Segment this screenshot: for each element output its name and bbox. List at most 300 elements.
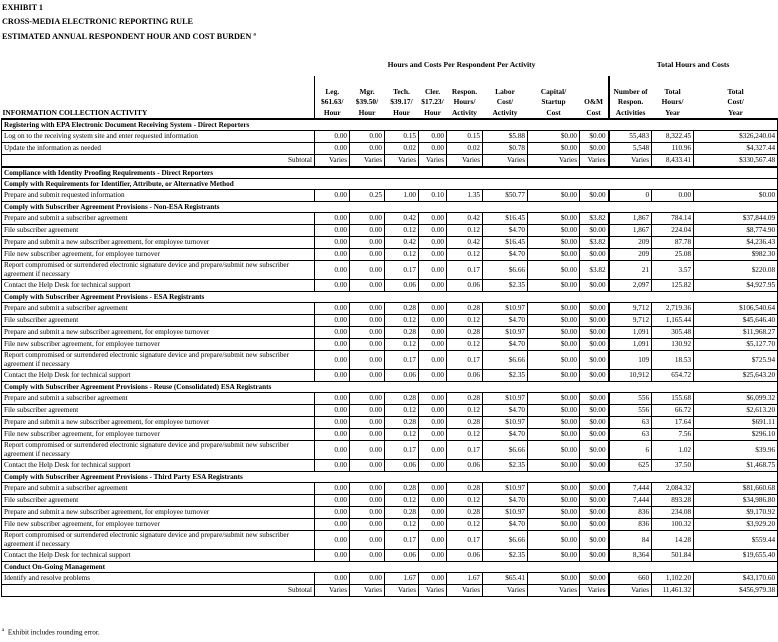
table-cell: 0.17 (385, 531, 419, 550)
table-row (2, 261, 778, 280)
table-cell: 0.12 (385, 225, 419, 237)
activity-label: File new subscriber agreement, for employee turnover (2, 249, 315, 261)
table-cell: 0.00 (315, 351, 350, 370)
table-cell: 0.00 (419, 441, 447, 460)
activity-label: Prepare and submit a new subscriber agreement, for employee turnover (2, 507, 315, 519)
table-cell: 0.00 (419, 143, 447, 155)
mgr-column-header: Mgr. $39.50/ Hour (350, 76, 385, 119)
table-cell: 0.06 (447, 370, 483, 382)
cler-column-header: Cler. $17.23/ Hour (419, 76, 447, 119)
table-row (2, 339, 778, 351)
table-cell: $0.00 (580, 303, 609, 315)
table-cell: 0.15 (385, 131, 419, 143)
table-cell: 0.00 (350, 519, 385, 531)
table-cell: 0.00 (419, 315, 447, 327)
table-cell: 0.00 (315, 370, 350, 382)
table-cell: $10.97 (483, 393, 528, 405)
table-cell: $25,643.20 (694, 370, 778, 382)
table-cell: $16.45 (483, 213, 528, 225)
table-row (2, 237, 778, 249)
table-cell: 1,102.20 (652, 573, 694, 585)
subsection-header-row (2, 472, 778, 483)
table-row (2, 441, 778, 460)
table-cell: 0.00 (315, 249, 350, 261)
table-cell: 66.72 (652, 405, 694, 417)
table-cell: Varies (580, 585, 609, 597)
table-cell: 25.08 (652, 249, 694, 261)
table-cell: 0.17 (385, 261, 419, 280)
table-row (2, 393, 778, 405)
table-cell: $0.00 (580, 573, 609, 585)
table-cell: 0.00 (315, 190, 350, 202)
table-cell: Varies (315, 585, 350, 597)
table-cell: $0.00 (528, 143, 580, 155)
table-cell: $691.11 (694, 417, 778, 429)
table-cell: $3.82 (580, 237, 609, 249)
table-cell: 0.00 (419, 280, 447, 292)
table-cell: Varies (528, 155, 580, 168)
burden-table (1, 54, 778, 597)
table-cell: 0.12 (447, 519, 483, 531)
table-cell: 0.28 (385, 417, 419, 429)
table-cell: Varies (419, 155, 447, 168)
section-label: Comply with Subscriber Agreement Provisions - Reuse (Consolidated) ESA Registrants (2, 382, 778, 393)
table-cell: $0.00 (580, 190, 609, 202)
section-label: Comply with Subscriber Agreement Provisions - Non-ESA Registrants (2, 202, 778, 213)
table-cell: 0.12 (385, 315, 419, 327)
table-cell: Varies (483, 585, 528, 597)
activity-label: Prepare and submit a subscriber agreement (2, 483, 315, 495)
table-cell: $0.00 (580, 225, 609, 237)
table-cell: $2,613.20 (694, 405, 778, 417)
table-row (2, 303, 778, 315)
table-cell: $0.00 (528, 483, 580, 495)
table-cell: 0.00 (350, 417, 385, 429)
table-cell: Varies (350, 585, 385, 597)
footnote-mark: a (2, 628, 5, 633)
table-cell: $0.00 (580, 483, 609, 495)
table-cell: 0.10 (419, 190, 447, 202)
table-cell: 0.00 (315, 303, 350, 315)
table-cell: 0.00 (419, 483, 447, 495)
table-cell: 0.12 (447, 405, 483, 417)
table-cell: 0.00 (350, 131, 385, 143)
table-cell: 0.00 (419, 249, 447, 261)
table-cell: 556 (609, 405, 652, 417)
table-cell: 0.28 (447, 483, 483, 495)
table-cell: $0.00 (580, 417, 609, 429)
table-cell: 3.57 (652, 261, 694, 280)
table-cell: $9,170.92 (694, 507, 778, 519)
table-cell: 0.12 (447, 429, 483, 441)
table-cell: Varies (609, 585, 652, 597)
table-cell: $0.00 (528, 249, 580, 261)
table-cell: 0.12 (447, 339, 483, 351)
table-cell: 0.00 (315, 507, 350, 519)
table-cell: 0.12 (447, 495, 483, 507)
section-header-row (2, 119, 778, 131)
table-cell: 0.00 (419, 519, 447, 531)
table-cell: $5.88 (483, 131, 528, 143)
table-cell: $0.00 (528, 237, 580, 249)
table-cell: 0.00 (350, 339, 385, 351)
table-cell: 0.00 (419, 460, 447, 472)
table-cell: 0.00 (315, 417, 350, 429)
table-cell: 0.00 (350, 249, 385, 261)
section-header-row (2, 167, 778, 179)
table-cell: 654.72 (652, 370, 694, 382)
table-cell: 7,444 (609, 495, 652, 507)
activity-label: Update the information as needed (2, 143, 315, 155)
table-cell: 1,091 (609, 339, 652, 351)
table-cell: 0.00 (315, 213, 350, 225)
table-row (2, 280, 778, 292)
table-cell: 2,097 (609, 280, 652, 292)
table-cell: 893.28 (652, 495, 694, 507)
table-cell: $6.66 (483, 441, 528, 460)
table-cell: $0.00 (528, 531, 580, 550)
table-cell: 501.84 (652, 550, 694, 562)
table-cell: $0.00 (528, 303, 580, 315)
table-cell: 0.28 (447, 393, 483, 405)
table-cell: 1.02 (652, 441, 694, 460)
table-cell: 21 (609, 261, 652, 280)
table-cell: Varies (385, 585, 419, 597)
activity-label: Contact the Help Desk for technical support (2, 460, 315, 472)
table-cell: Varies (350, 155, 385, 168)
table-cell: 0.28 (385, 393, 419, 405)
activity-label: File subscriber agreement (2, 405, 315, 417)
table-cell: 0.00 (350, 393, 385, 405)
subsection-header-row (2, 202, 778, 213)
table-cell: $0.00 (528, 507, 580, 519)
table-cell: $4.70 (483, 495, 528, 507)
table-cell: 0.00 (350, 429, 385, 441)
table-cell: 0.00 (350, 550, 385, 562)
table-cell: 0.00 (350, 280, 385, 292)
table-cell: $982.30 (694, 249, 778, 261)
table-cell: 2,719.36 (652, 303, 694, 315)
activity-label: Subtotal (2, 155, 315, 168)
table-cell: Varies (528, 585, 580, 597)
exhibit-label: EXHIBIT 1 (2, 3, 44, 12)
table-cell: 0.12 (385, 519, 419, 531)
table-cell: 0.00 (350, 213, 385, 225)
table-cell: $0.00 (528, 441, 580, 460)
section-label: Compliance with Identity Proofing Requirements - Direct Reporters (2, 167, 778, 179)
table-cell: 0.00 (315, 327, 350, 339)
table-cell: 0.00 (350, 303, 385, 315)
table-cell: 6 (609, 441, 652, 460)
total-hours-column-header: Total Hours/ Year (652, 76, 694, 119)
table-cell: 14.28 (652, 531, 694, 550)
table-cell: 0.00 (350, 370, 385, 382)
totals-group-header: Total Hours and Costs (656, 59, 730, 69)
table-cell: 84 (609, 531, 652, 550)
table-cell: $0.78 (483, 143, 528, 155)
table-cell: 836 (609, 507, 652, 519)
table-cell: 556 (609, 393, 652, 405)
table-cell: 0.00 (315, 225, 350, 237)
table-cell: 0.42 (385, 237, 419, 249)
table-cell: 0.28 (385, 327, 419, 339)
table-cell: 0.00 (652, 190, 694, 202)
table-cell: $81,660.68 (694, 483, 778, 495)
table-cell: 9,712 (609, 303, 652, 315)
table-cell: $0.00 (580, 249, 609, 261)
table-cell: 0.00 (419, 303, 447, 315)
table-row (2, 507, 778, 519)
table-cell: $0.00 (528, 225, 580, 237)
table-cell: 0.00 (419, 370, 447, 382)
footnote (2, 628, 100, 636)
table-cell: $0.00 (528, 405, 580, 417)
activity-label: Prepare and submit a new subscriber agreement, for employee turnover (2, 237, 315, 249)
table-row (2, 573, 778, 585)
table-cell: 0.00 (315, 143, 350, 155)
table-cell: 0.12 (447, 315, 483, 327)
tech-column-header: Tech. $39.17/ Hour (385, 76, 419, 119)
table-cell: $6.66 (483, 531, 528, 550)
table-cell: 0.42 (447, 237, 483, 249)
table-cell: 0.00 (315, 131, 350, 143)
table-cell: 0.00 (315, 339, 350, 351)
table-cell: $725.94 (694, 351, 778, 370)
table-cell: $16.45 (483, 237, 528, 249)
table-row (2, 550, 778, 562)
table-cell: $3.82 (580, 261, 609, 280)
table-cell: 0.00 (315, 519, 350, 531)
table-cell: $4.70 (483, 429, 528, 441)
activity-label: Contact the Help Desk for technical support (2, 550, 315, 562)
table-cell: 0.28 (447, 303, 483, 315)
activity-label: Contact the Help Desk for technical support (2, 280, 315, 292)
table-cell: 9,712 (609, 315, 652, 327)
table-cell: $106,540.64 (694, 303, 778, 315)
table-cell: 109 (609, 351, 652, 370)
subsection-header-row (2, 179, 778, 190)
table-row (2, 370, 778, 382)
table-cell: $0.00 (580, 550, 609, 562)
activity-label: File subscriber agreement (2, 225, 315, 237)
table-cell: 0.00 (419, 225, 447, 237)
table-cell: 11,461.32 (652, 585, 694, 597)
table-cell: $34,986.80 (694, 495, 778, 507)
table-cell: 0.00 (419, 393, 447, 405)
total-cost-column-header: Total Cost/ Year (694, 76, 778, 119)
table-cell: 1.35 (447, 190, 483, 202)
table-cell: 0.00 (419, 405, 447, 417)
group-header-row (2, 54, 778, 76)
subsection-header-row (2, 382, 778, 393)
table-cell: $8,774.90 (694, 225, 778, 237)
section-label: Registering with EPA Electronic Document Receiving System - Direct Reporters (2, 119, 778, 131)
table-cell: 0.42 (385, 213, 419, 225)
table-cell: 0.17 (447, 531, 483, 550)
table-cell: 0.42 (447, 213, 483, 225)
table-cell: 0.28 (447, 327, 483, 339)
table-cell: 0.12 (385, 249, 419, 261)
activity-label: Report compromised or surrendered electronic signature device and prepare/submit new subscriber agreement if necessary (2, 441, 315, 460)
table-cell: 0.00 (419, 417, 447, 429)
table-cell: $0.00 (528, 550, 580, 562)
table-cell: 0.00 (350, 225, 385, 237)
activity-label: Prepare and submit a subscriber agreement (2, 213, 315, 225)
activity-label: File new subscriber agreement, for employee turnover (2, 429, 315, 441)
table-cell: 0.00 (315, 393, 350, 405)
activity-label: Prepare and submit a subscriber agreement (2, 393, 315, 405)
table-cell: 0.00 (419, 261, 447, 280)
table-cell: 0.17 (385, 441, 419, 460)
activity-label: File new subscriber agreement, for employee turnover (2, 519, 315, 531)
table-cell: Varies (385, 155, 419, 168)
table-row (2, 417, 778, 429)
table-cell: 0.00 (419, 507, 447, 519)
table-cell: $3,929.20 (694, 519, 778, 531)
table-cell: 0.00 (350, 441, 385, 460)
table-cell: $37,844.09 (694, 213, 778, 225)
table-cell: 1.67 (447, 573, 483, 585)
table-cell: 0.00 (419, 573, 447, 585)
table-cell: Varies (447, 155, 483, 168)
table-cell: 0.00 (350, 143, 385, 155)
table-row (2, 131, 778, 143)
number-column-header: Number of Respon. Activities (609, 76, 652, 119)
table-cell: $0.00 (580, 495, 609, 507)
table-cell: $11,968.27 (694, 327, 778, 339)
activity-label: Prepare and submit a subscriber agreement (2, 303, 315, 315)
table-cell: 0.00 (350, 495, 385, 507)
table-cell: $4.70 (483, 225, 528, 237)
table-cell: $4.70 (483, 405, 528, 417)
table-cell: $0.00 (528, 370, 580, 382)
table-row (2, 249, 778, 261)
table-row (2, 351, 778, 370)
table-cell: 0.00 (315, 261, 350, 280)
table-cell: $0.00 (580, 405, 609, 417)
table-row (2, 531, 778, 550)
rule-title: CROSS-MEDIA ELECTRONIC REPORTING RULE (2, 17, 194, 26)
table-cell: Varies (609, 155, 652, 168)
table-row (2, 213, 778, 225)
activity-label: File subscriber agreement (2, 495, 315, 507)
activity-column-header: INFORMATION COLLECTION ACTIVITY (2, 76, 315, 119)
table-cell: 8,364 (609, 550, 652, 562)
table-cell: 0.17 (447, 351, 483, 370)
table-cell: $2.35 (483, 280, 528, 292)
table-row (2, 460, 778, 472)
table-cell: 0.00 (419, 327, 447, 339)
table-cell: 5,548 (609, 143, 652, 155)
table-cell: 0.00 (315, 460, 350, 472)
table-cell: 0.00 (419, 213, 447, 225)
table-cell: 305.48 (652, 327, 694, 339)
activity-label: Report compromised or surrendered electronic signature device and prepare/submit new subscriber agreement if necessary (2, 261, 315, 280)
table-cell: 0.00 (419, 351, 447, 370)
table-cell: $456,979.38 (694, 585, 778, 597)
table-cell: 0.00 (315, 483, 350, 495)
table-cell: 0.00 (350, 405, 385, 417)
respon-column-header: Respon. Hours/ Activity (447, 76, 483, 119)
table-cell: $4,236.43 (694, 237, 778, 249)
subsection-header-row (2, 292, 778, 303)
table-cell: $0.00 (528, 429, 580, 441)
table-cell: 0.00 (350, 507, 385, 519)
table-cell: 0.00 (350, 483, 385, 495)
table-cell: 0.00 (350, 573, 385, 585)
table-cell: $0.00 (528, 131, 580, 143)
table-cell: 0.00 (419, 550, 447, 562)
table-cell: 0.00 (315, 237, 350, 249)
table-cell: 87.78 (652, 237, 694, 249)
labor-column-header: Labor Cost/ Activity (483, 76, 528, 119)
table-cell: 0.00 (315, 531, 350, 550)
table-cell: 1,165.44 (652, 315, 694, 327)
table-cell: $2.35 (483, 550, 528, 562)
table-cell: $5,127.70 (694, 339, 778, 351)
table-cell: $4.70 (483, 315, 528, 327)
table-cell: 0.00 (419, 531, 447, 550)
capital-column-header: Capital/ Startup Cost (528, 76, 580, 119)
table-cell: $0.00 (580, 131, 609, 143)
table-cell: $4,327.44 (694, 143, 778, 155)
activity-label: Prepare and submit a new subscriber agreement, for employee turnover (2, 327, 315, 339)
subtotal-row (2, 155, 778, 168)
table-cell: $0.00 (580, 531, 609, 550)
activity-label: Subtotal (2, 585, 315, 597)
table-cell: $0.00 (580, 143, 609, 155)
subsection-header-row (2, 562, 778, 573)
activity-label: Prepare and submit a new subscriber agreement, for employee turnover (2, 417, 315, 429)
table-cell: 0.12 (385, 339, 419, 351)
table-cell: 0.06 (447, 280, 483, 292)
table-cell: 63 (609, 429, 652, 441)
table-cell: $50.77 (483, 190, 528, 202)
table-cell: $10.97 (483, 327, 528, 339)
table-row (2, 495, 778, 507)
table-cell: $0.00 (580, 507, 609, 519)
table-cell: $296.10 (694, 429, 778, 441)
table-cell: $0.00 (580, 429, 609, 441)
activity-label: Identify and resolve problems (2, 573, 315, 585)
table-cell: $0.00 (528, 315, 580, 327)
table-cell: $10.97 (483, 507, 528, 519)
table-title (2, 32, 256, 41)
table-cell: 17.64 (652, 417, 694, 429)
table-cell: 0.06 (385, 550, 419, 562)
table-row (2, 225, 778, 237)
table-cell: 0.28 (385, 483, 419, 495)
section-label: Comply with Requirements for Identifier, Attribute, or Alternative Method (2, 179, 778, 190)
table-cell: 7,444 (609, 483, 652, 495)
table-cell: 0.12 (385, 495, 419, 507)
table-row (2, 190, 778, 202)
table-cell: 125.82 (652, 280, 694, 292)
table-cell: $43,170.60 (694, 573, 778, 585)
table-cell: Varies (447, 585, 483, 597)
table-cell: 37.50 (652, 460, 694, 472)
table-cell: $4,927.95 (694, 280, 778, 292)
table-cell: 0.17 (385, 351, 419, 370)
table-cell: 130.92 (652, 339, 694, 351)
activity-label: Prepare and submit requested information (2, 190, 315, 202)
table-cell: 0.00 (419, 339, 447, 351)
table-cell: 155.68 (652, 393, 694, 405)
table-cell: $0.00 (528, 213, 580, 225)
table-cell: 0.06 (447, 460, 483, 472)
table-cell: 234.08 (652, 507, 694, 519)
table-cell: Varies (580, 155, 609, 168)
